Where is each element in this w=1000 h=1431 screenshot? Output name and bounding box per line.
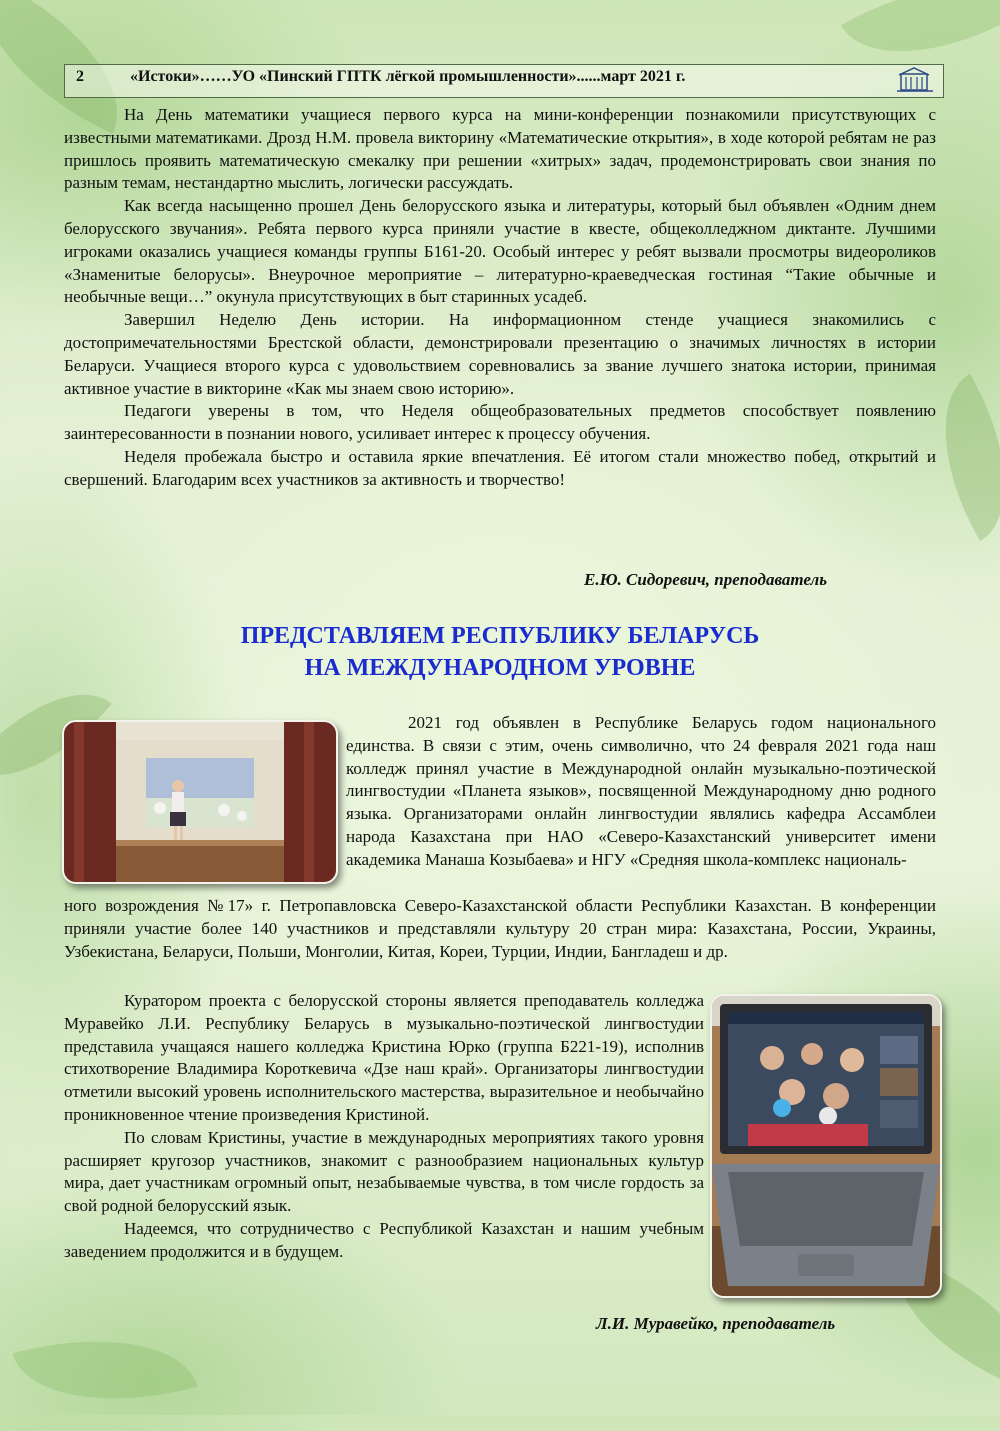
headline-line-2: НА МЕЖДУНАРОДНОМ УРОВНЕ xyxy=(304,655,696,681)
page-number: 2 xyxy=(76,68,84,85)
stage-performance-photo xyxy=(62,720,338,884)
article-1-body xyxy=(64,104,936,492)
article-2-paragraph-2: Куратором проекта с белорусской стороны является преподаватель колледжа Муравейко Л.И. Республику Беларусь в музыкально-поэтической лингвостудии представила учащаяся нашего колледжа Кристина Юрко (группа Б221-19), исполнив стихотворение Владимира Короткевича «Дзе наш край». Организаторы лингвостудии отметили высокий уровень исполнительского мастерства, выразительное и необычайно проникновенное чтение произведения Кристиной. xyxy=(64,991,704,1124)
article-1-paragraph: Неделя пробежала быстро и оставила яркие впечатления. Её итогом стали множество побед, открытий и свершений. Благодарим всех участников за активность и творчество! xyxy=(64,446,936,489)
article-2-text-part-1: 2021 год объявлен в Республике Беларусь годом национального единства. В связи с этим, очень символично, что 24 февраля 2021 года наш колледж принял участие в Международной онлайн музыкально-поэтической лингвостудии «Планета языков», посвященной Международному дню родного языка. Организаторами онлайн лингвостудии являлись кафедра Ассамблеи народа Казахстана при НАО «Северо-Казахстанский университет имени академика Манаша Козыбаева» и НГУ «Средняя школа-комплекс националь- xyxy=(346,713,936,869)
article-1-paragraph: На День математики учащиеся первого курса на мини-конференции познакомили присутствующих с известными математиками. Дрозд Н.М. провела викторину «Математические открытия», в ходе которой ребятам не раз пришлось проявить математическую смекалку при решении «хитрых» задач, продемонстрировать свои знания по разным темам, нестандартно мыслить, логически рассуждать. xyxy=(64,105,936,193)
stage-scene-image xyxy=(64,722,336,882)
laptop-scene-image xyxy=(712,996,940,1296)
article-2-paragraph-1 xyxy=(346,712,936,872)
article-2-text-part-2: ного возрождения №17» г. Петропавловска Северо-Казахстанской области Республики Казахстан. В конференции приняли участие более 140 участников и представляли культуру 20 стран мира: Казахстана, России, Украины, Узбекистана, Беларуси, Польши, Монголии, Китая, Кореи, Турции, Индии, Бангладеш и др. xyxy=(64,896,936,961)
article-2-paragraphs xyxy=(64,990,704,1264)
article-1-signature: Е.Ю. Сидоревич, преподаватель xyxy=(584,570,828,589)
article-2-paragraph-1-continued xyxy=(64,895,936,963)
headline-line-1: ПРЕДСТАВЛЯЕМ РЕСПУБЛИКУ БЕЛАРУСЬ xyxy=(240,623,760,649)
article-2-headline xyxy=(140,620,860,684)
header-title: «Истоки»……УО «Пинский ГПТК лёгкой промышленности»......март 2021 г. xyxy=(130,68,686,85)
decorative-leaf xyxy=(13,1309,198,1430)
article-2-paragraph-4: Надеемся, что сотрудничество с Республикой Казахстан и нашим учебным заведением продолжится и в будущем. xyxy=(64,1218,704,1261)
article-2-paragraph-3: По словам Кристины, участие в международных мероприятиях такого уровня расширяет кругозор участников, знакомит с разнообразием национальных культур мира, дает участникам огромный опыт, незабываемые чувства, в том числе гордость за свой родной белорусский язык. xyxy=(64,1127,704,1216)
article-1-paragraph: Как всегда насыщенно прошел День белорусского языка и литературы, который был объявлен «Одним днем белорусского звучания». Ребята первого курса приняли участие в квесте, общеколледжном диктанте. Лучшими игроками оказались учащиеся команды группы Б161-20. Особый интерес у ребят вызвали просмотры видеороликов «Знаменитые белорусы». Внеурочное мероприятие – литературно-краеведческая гостиная “Такие обычные и необычные вещи…” окунула присутствующих в быт старинных усадеб. xyxy=(64,196,936,307)
laptop-videoconference-photo xyxy=(710,994,942,1298)
article-1-paragraph: Педагоги уверены в том, что Неделя общеобразовательных предметов способствует появлению заинтересованности в познании нового, усиливает интерес к процессу обучения. xyxy=(64,401,936,444)
college-logo-icon xyxy=(895,66,935,94)
article-1-paragraph: Завершил Неделю День истории. На информационном стенде учащиеся знакомились с достопримечательностями Брестской области, демонстрировали презентацию о значимых личностях в истории Беларуси. Учащиеся второго курса с удовольствием соревновались за звание лучшего знатока истории, принимая активное участие в викторине «Как мы знаем свою историю». xyxy=(64,310,936,398)
article-2-signature: Л.И. Муравейко, преподаватель xyxy=(596,1314,836,1333)
